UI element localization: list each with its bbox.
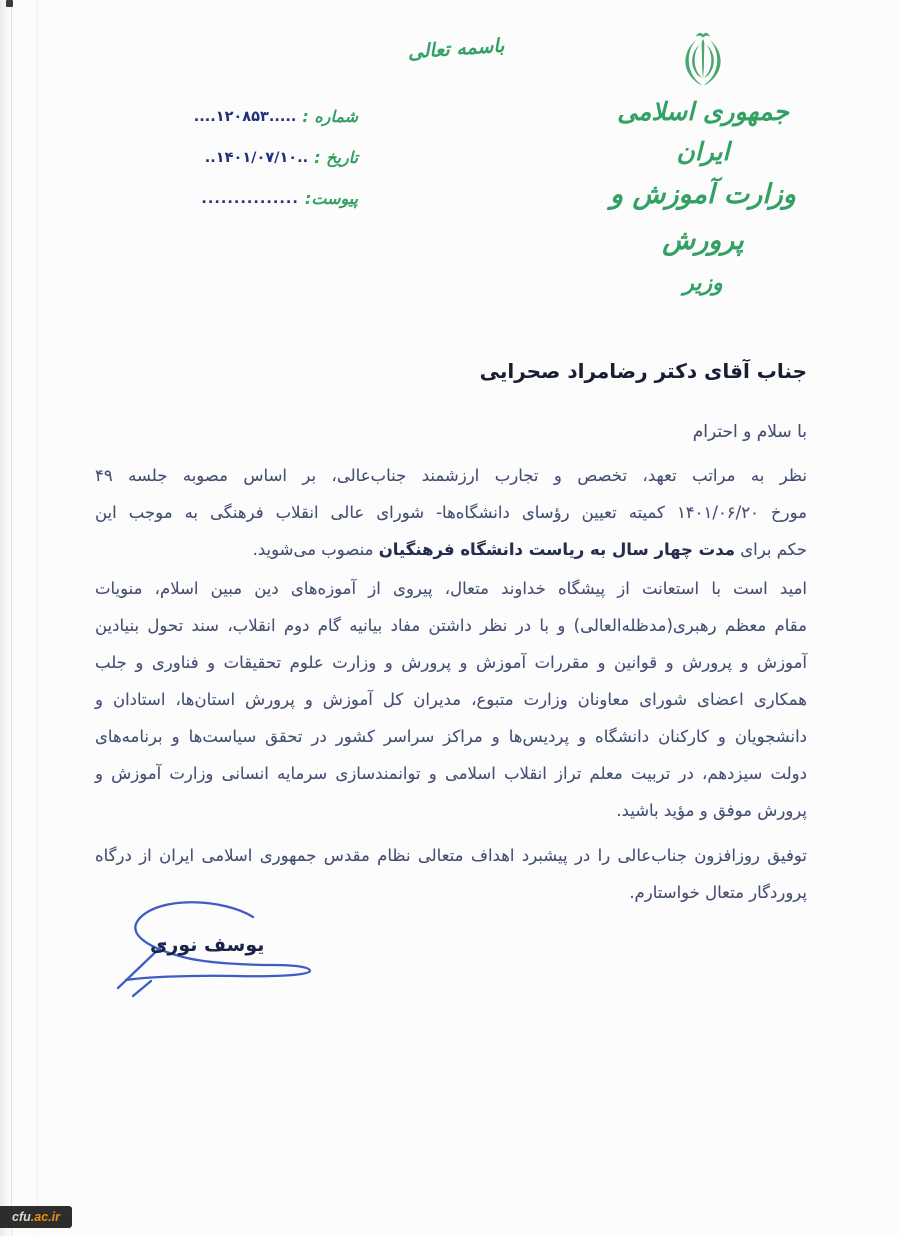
meta-attachment-label: پیوست: bbox=[304, 189, 358, 208]
meta-date-label: تاریخ : bbox=[314, 148, 358, 167]
body-line: مقام معظم رهبری(مدظله‌العالی) و با در نظر داشتن مفاد بیانیه گام دوم انقلاب، سند تحول بنیادین bbox=[95, 616, 807, 635]
meta-number-row bbox=[108, 96, 358, 137]
signatory-name: یوسف نوری bbox=[150, 934, 265, 956]
corner-speck bbox=[6, 0, 13, 7]
meta-date-value: ..۱۴۰۱/۰۷/۱۰.. bbox=[204, 149, 309, 166]
letterhead bbox=[600, 28, 806, 304]
body-line: نظر به مراتب تعهد، تخصص و تجارب ارزشمند جناب‌عالی، بر اساس مصوبه جلسه ۴۹ bbox=[95, 466, 807, 485]
header-minister-title: وزیر bbox=[683, 271, 723, 296]
header-country-name: جمهوری اسلامی ایران bbox=[617, 97, 789, 166]
body-line: توفیق روزافزون جناب‌عالی را در پیشبرد اهداف متعالی نظام مقدس جمهوری اسلامی ایران از درگاه bbox=[95, 846, 807, 865]
body-line: پرورش موفق و مؤید باشید. bbox=[616, 801, 807, 820]
letter-body bbox=[95, 356, 807, 911]
watermark-domain: .ac.ir bbox=[30, 1210, 60, 1224]
salutation: با سلام و احترام bbox=[692, 422, 807, 442]
body-line: همکاری اعضای شورای معاونان وزارت متبوع، مدیران کل آموزش و پرورش استان‌ها، استادان و bbox=[95, 690, 807, 709]
watermark-site: cfu bbox=[12, 1210, 31, 1224]
wishes-paragraph bbox=[95, 570, 807, 829]
meta-attachment-value: ............... bbox=[201, 190, 299, 207]
body-line: آموزش و پرورش و قوانین و مقررات آموزش و پرورش و وزارت علوم تحقیقات و فناوری و جلب bbox=[95, 653, 807, 672]
scan-line bbox=[11, 0, 12, 1236]
meta-attachment-row bbox=[108, 178, 358, 219]
site-watermark bbox=[0, 1206, 72, 1228]
body-line: مورخ ۱۴۰۱/۰۶/۲۰ کمیته تعیین رؤسای دانشگاه‌ها- شورای عالی انقلاب فرهنگی به موجب این bbox=[95, 503, 807, 522]
scan-line bbox=[37, 0, 38, 1236]
letter-meta-block bbox=[108, 96, 358, 219]
body-line: حکم برای مدت چهار سال به ریاست دانشگاه فرهنگیان منصوب می‌شوید. bbox=[252, 540, 807, 559]
iran-national-emblem-icon bbox=[676, 28, 730, 88]
appointment-paragraph bbox=[95, 457, 807, 568]
body-line: دانشجویان و کارکنان دانشگاه و پردیس‌ها و مراکز سراسر کشور در تحقق سیاست‌ها و برنامه‌های bbox=[95, 727, 807, 746]
body-line: دولت سیزدهم، در تربیت معلم تراز انقلاب اسلامی و توانمندسازی سرمایه انسانی وزارت آموزش و bbox=[95, 764, 807, 783]
body-line: امید است با استعانت از پیشگاه خداوند متعال، پیروی از آموزه‌های دین مبین اسلام، منویات bbox=[95, 579, 807, 598]
header-ministry-name: وزارت آموزش و پرورش bbox=[610, 179, 796, 256]
bismillah-calligraphy: باسمه تعالی bbox=[407, 34, 505, 64]
meta-number-label: شماره : bbox=[302, 107, 358, 126]
addressee-name: جناب آقای دکتر رضامراد صحرایی bbox=[479, 359, 807, 383]
signature-block bbox=[105, 893, 355, 1008]
letter-paragraphs bbox=[95, 457, 807, 911]
meta-number-value: ....۱۲۰۸۵۳..... bbox=[193, 108, 297, 125]
page-edge-shadow bbox=[0, 0, 10, 1236]
meta-date-row bbox=[108, 137, 358, 178]
body-line: پروردگار متعال خواستارم. bbox=[629, 883, 807, 902]
